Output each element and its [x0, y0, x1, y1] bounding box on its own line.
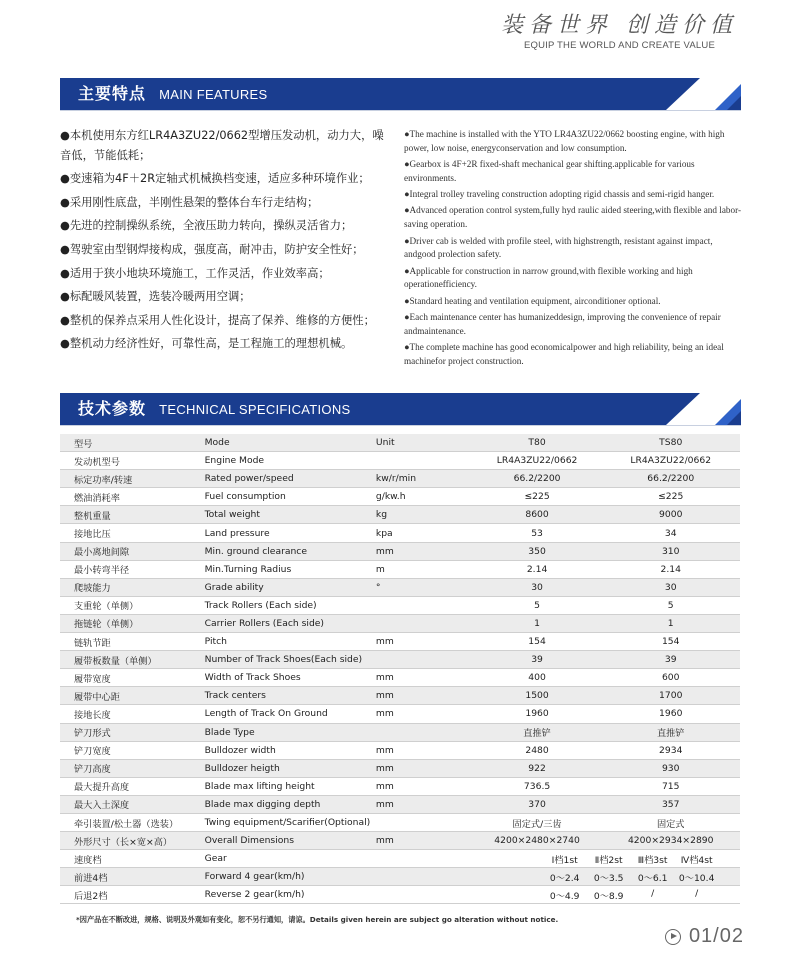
gear-value: 0～10.4 [678, 872, 715, 884]
param-name-cn: 最小离地间隙 [60, 542, 205, 560]
value-t80: ≤225 [473, 488, 602, 506]
param-name-en: Track Rollers (Each side) [205, 596, 376, 614]
gear-value: / [651, 887, 655, 899]
section-title-en: MAIN FEATURES [159, 87, 268, 102]
param-unit: Unit [376, 434, 473, 452]
value-ts80: ≤225 [601, 488, 740, 506]
value-t80: 2480 [473, 741, 602, 759]
value-t80: 1500 [473, 687, 602, 705]
value-ts80: 1960 [601, 705, 740, 723]
feature-item-en: ●The machine is installed with the YTO LR4A3ZU22/0662 boosting engine, with high power, low noise, energyconservation and low consumption. [404, 129, 725, 153]
value-t80: 1960 [473, 705, 602, 723]
value-ts80: 310 [601, 542, 740, 560]
table-row [60, 578, 740, 596]
banner-decor-triangle-small [727, 411, 741, 425]
param-name-en: Width of Track Shoes [205, 669, 376, 687]
param-name-cn: 接地长度 [60, 705, 205, 723]
banner-underline [60, 425, 741, 426]
value-ts80: 357 [601, 795, 740, 813]
param-name-en: Blade max lifting height [205, 777, 376, 795]
feature-item-cn: ●整机动力经济性好，可靠性高，是工程施工的理想机械。 [60, 337, 353, 351]
value-t80: 8600 [473, 506, 602, 524]
param-unit [376, 813, 473, 831]
param-name-en: Track centers [205, 687, 376, 705]
table-row [60, 832, 740, 850]
feature-item-en: ●Each maintenance center has humanizeddesign, improving the convenience of repair andmaintenance. [404, 312, 721, 336]
param-name-cn: 后退2档 [60, 886, 205, 904]
value-t80: 350 [473, 542, 602, 560]
table-row [60, 687, 740, 705]
feature-item-en: ●The complete machine has good economicalpower and high reliability, being an ideal machinefor project construction. [404, 342, 724, 366]
param-unit [376, 614, 473, 632]
value-ts80: 2934 [601, 741, 740, 759]
banner-label [78, 393, 351, 425]
param-name-cn: 标定功率/转速 [60, 470, 205, 488]
value-t80: 736.5 [473, 777, 602, 795]
value-t80: 5 [473, 596, 602, 614]
value-ts80: 直推铲 [601, 723, 740, 741]
gear-values [473, 886, 740, 904]
param-name-en: Total weight [205, 506, 376, 524]
value-ts80: 1700 [601, 687, 740, 705]
value-ts80: 4200×2934×2890 [601, 832, 740, 850]
gear-value: 0～4.9 [549, 890, 580, 902]
value-t80: 154 [473, 633, 602, 651]
param-name-en: Min.Turning Radius [205, 560, 376, 578]
value-ts80: 600 [601, 669, 740, 687]
feature-item-en: ●Standard heating and ventilation equipment, airconditioner optional. [404, 295, 661, 306]
param-unit: kg [376, 506, 473, 524]
feature-item-en: ●Advanced operation control system,fully hyd raulic aided steering,with flexible and labor-saving operation. [404, 205, 742, 230]
param-name-en: Grade ability [205, 578, 376, 596]
value-t80: 66.2/2200 [473, 470, 602, 488]
param-name-cn: 接地比压 [60, 524, 205, 542]
value-ts80: 9000 [601, 506, 740, 524]
gear-value: 0～3.5 [593, 872, 624, 884]
table-row [60, 560, 740, 578]
table-row [60, 488, 740, 506]
value-t80: 400 [473, 669, 602, 687]
feature-item-en: ●Gearbox is 4F+2R fixed-shaft mechanical gear shifting.applicable for various environments. [404, 159, 695, 183]
value-t80: LR4A3ZU22/0662 [473, 452, 602, 470]
table-row [60, 542, 740, 560]
value-t80: 2.14 [473, 560, 602, 578]
param-name-cn: 履带板数量（单侧） [60, 651, 205, 669]
value-ts80: 715 [601, 777, 740, 795]
param-unit [376, 651, 473, 669]
param-name-en: Twing equipment/Scarifier(Optional) [205, 813, 376, 831]
param-name-en: Length of Track On Ground [205, 705, 376, 723]
value-ts80: 30 [601, 578, 740, 596]
table-row [60, 452, 740, 470]
table-row-gear [60, 886, 740, 904]
param-name-en: Forward 4 gear(km/h) [205, 868, 376, 886]
value-t80: 4200×2480×2740 [473, 832, 602, 850]
param-name-cn: 履带宽度 [60, 669, 205, 687]
table-row [60, 759, 740, 777]
table-row [60, 777, 740, 795]
feature-item-en: ●Integral trolley traveling construction adopting rigid chassis and semi-rigid hanger. [404, 189, 715, 200]
gear-value: 0～6.1 [637, 872, 668, 884]
param-name-en: Number of Track Shoes(Each side) [205, 651, 376, 669]
table-row [60, 506, 740, 524]
param-name-cn: 支重轮（单侧） [60, 596, 205, 614]
param-unit [376, 868, 473, 886]
param-unit [376, 886, 473, 904]
param-unit: mm [376, 777, 473, 795]
param-unit [376, 723, 473, 741]
param-unit: kw/r/min [376, 470, 473, 488]
table-row-gear [60, 850, 740, 868]
gear-value: / [695, 887, 699, 899]
param-name-en: Fuel consumption [205, 488, 376, 506]
section-title-cn: 主要特点 [78, 84, 147, 103]
feature-item-cn: ●本机使用东方红LR4A3ZU22/0662型增压发动机，动力大，噪音低，节能低耗； [60, 129, 384, 162]
param-name-en: Carrier Rollers (Each side) [205, 614, 376, 632]
param-name-cn: 最大入土深度 [60, 795, 205, 813]
param-name-en: Blade max digging depth [205, 795, 376, 813]
slogan-cn: 装备世界 创造价值 [501, 13, 738, 38]
feature-item-cn: ●驾驶室由型钢焊接构成，强度高，耐冲击，防护安全性好； [60, 242, 364, 256]
table-row [60, 813, 740, 831]
gear-value: Ⅳ档4st [680, 854, 713, 866]
table-row [60, 596, 740, 614]
param-unit: mm [376, 741, 473, 759]
param-name-cn: 整机重量 [60, 506, 205, 524]
param-unit: g/kw.h [376, 488, 473, 506]
value-t80: 固定式/三齿 [473, 813, 602, 831]
feature-item-en: ●Driver cab is welded with profile steel, with highstrength, resistant against impact, andgood prolection safety. [404, 235, 713, 260]
param-name-cn: 最小转弯半径 [60, 560, 205, 578]
section-title-en: TECHNICAL SPECIFICATIONS [159, 402, 351, 417]
table-row [60, 795, 740, 813]
value-ts80: 固定式 [601, 813, 740, 831]
param-unit: mm [376, 687, 473, 705]
param-unit [376, 850, 473, 868]
param-name-en: Bulldozer heigth [205, 759, 376, 777]
param-name-en: Min. ground clearance [205, 542, 376, 560]
param-name-cn: 外形尺寸（长×宽×高） [60, 832, 205, 850]
param-name-cn: 拖链轮（单侧） [60, 614, 205, 632]
param-unit: mm [376, 759, 473, 777]
banner-label [78, 78, 268, 110]
value-ts80: TS80 [601, 434, 740, 452]
value-t80: 1 [473, 614, 602, 632]
feature-item-cn: ●变速箱为4F＋2R定轴式机械换档变速，适应多种环境作业； [60, 172, 370, 186]
param-name-en: Pitch [205, 633, 376, 651]
param-name-cn: 发动机型号 [60, 452, 205, 470]
param-name-cn: 链轨节距 [60, 633, 205, 651]
value-ts80: 66.2/2200 [601, 470, 740, 488]
gear-values [473, 850, 740, 868]
value-t80: 39 [473, 651, 602, 669]
table-row [60, 470, 740, 488]
param-unit: kpa [376, 524, 473, 542]
gear-value: Ⅰ档1st [551, 854, 578, 866]
param-name-cn: 牵引装置/松土器（选装） [60, 813, 205, 831]
param-name-en: Bulldozer width [205, 741, 376, 759]
param-name-cn: 燃油消耗率 [60, 488, 205, 506]
table-row [60, 633, 740, 651]
param-unit: mm [376, 705, 473, 723]
gear-value: 0～8.9 [593, 890, 624, 902]
value-ts80: 1 [601, 614, 740, 632]
value-ts80: 34 [601, 524, 740, 542]
param-name-cn: 最大提升高度 [60, 777, 205, 795]
value-t80: 370 [473, 795, 602, 813]
pager [665, 925, 744, 948]
feature-item-cn: ●适用于狭小地块环境施工，工作灵活，作业效率高； [60, 266, 330, 280]
value-t80: 922 [473, 759, 602, 777]
table-row [60, 614, 740, 632]
param-name-en: Reverse 2 gear(km/h) [205, 886, 376, 904]
table-row [60, 705, 740, 723]
footnote: *因产品在不断改进，规格、说明及外观如有变化，恕不另行通知，请谅。Details given herein are subject go alteration without notice. [76, 915, 559, 924]
feature-item-cn: ●标配暖风装置，选装冷暖两用空调； [60, 290, 251, 304]
param-name-en: Land pressure [205, 524, 376, 542]
value-t80: T80 [473, 434, 602, 452]
value-t80: 30 [473, 578, 602, 596]
table-row-gear [60, 868, 740, 886]
value-ts80: 930 [601, 759, 740, 777]
value-ts80: 154 [601, 633, 740, 651]
param-unit: mm [376, 832, 473, 850]
param-unit: mm [376, 795, 473, 813]
param-unit: mm [376, 542, 473, 560]
main-features-banner [60, 78, 741, 110]
header-slogan [501, 8, 738, 51]
features-list-en [404, 128, 742, 371]
param-name-cn: 速度档 [60, 850, 205, 868]
param-unit: mm [376, 633, 473, 651]
value-ts80: 5 [601, 596, 740, 614]
value-ts80: 2.14 [601, 560, 740, 578]
features-list-cn [60, 126, 390, 358]
param-name-en: Gear [205, 850, 376, 868]
feature-item-en: ●Applicable for construction in narrow ground,with flexible working and high operationefficiency. [404, 265, 693, 290]
param-name-en: Blade Type [205, 723, 376, 741]
param-name-en: Mode [205, 434, 376, 452]
table-row [60, 741, 740, 759]
param-unit: m [376, 560, 473, 578]
table-row [60, 723, 740, 741]
value-t80: 53 [473, 524, 602, 542]
param-name-en: Engine Mode [205, 452, 376, 470]
tech-specs-banner [60, 393, 741, 425]
param-name-cn: 型号 [60, 434, 205, 452]
param-unit [376, 596, 473, 614]
param-name-cn: 铲刀高度 [60, 759, 205, 777]
page-number: 01/02 [688, 925, 744, 947]
feature-item-cn: ●先进的控制操纵系统，全液压助力转向，操纵灵活省力； [60, 219, 353, 233]
param-name-en: Rated power/speed [205, 470, 376, 488]
value-ts80: LR4A3ZU22/0662 [601, 452, 740, 470]
gear-value: Ⅲ档3st [637, 854, 668, 866]
feature-item-cn: ●采用刚性底盘，半刚性悬架的整体台车行走结构； [60, 195, 319, 209]
table-row [60, 524, 740, 542]
table-row [60, 669, 740, 687]
gear-values [473, 868, 740, 886]
param-name-en: Overall Dimensions [205, 832, 376, 850]
play-icon[interactable] [665, 929, 681, 945]
gear-value: 0～2.4 [549, 872, 580, 884]
table-row [60, 434, 740, 452]
value-t80: 直推铲 [473, 723, 602, 741]
param-unit [376, 452, 473, 470]
table-row [60, 651, 740, 669]
param-name-cn: 铲刀形式 [60, 723, 205, 741]
spec-table [60, 434, 740, 904]
param-unit: mm [376, 669, 473, 687]
banner-decor-triangle-small [727, 96, 741, 110]
param-name-cn: 前进4档 [60, 868, 205, 886]
banner-underline [60, 110, 741, 111]
slogan-en: EQUIP THE WORLD AND CREATE VALUE [524, 40, 715, 51]
param-unit: ° [376, 578, 473, 596]
param-name-cn: 履带中心距 [60, 687, 205, 705]
gear-value: Ⅱ档2st [594, 854, 623, 866]
feature-item-cn: ●整机的保养点采用人性化设计，提高了保养、维修的方便性； [60, 313, 375, 327]
section-title-cn: 技术参数 [78, 399, 147, 418]
param-name-cn: 铲刀宽度 [60, 741, 205, 759]
param-name-cn: 爬坡能力 [60, 578, 205, 596]
value-ts80: 39 [601, 651, 740, 669]
